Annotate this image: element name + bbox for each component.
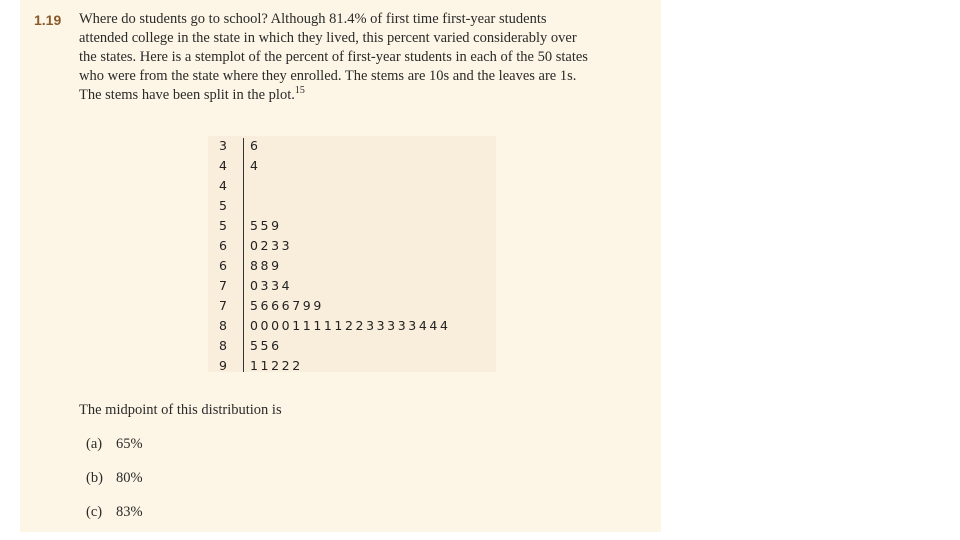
stemplot-row [208, 336, 496, 356]
stem-value: 6 [219, 258, 227, 273]
problem-line: who were from the state where they enrolled. The stems are 10s and the leaves are 1s. [79, 68, 577, 84]
stemplot-row [208, 156, 496, 176]
option-value: 65% [116, 436, 143, 452]
stem-value: 7 [219, 278, 227, 293]
stem-value: 9 [219, 358, 227, 373]
footnote-marker: 15 [294, 85, 305, 97]
question-text: The midpoint of this distribution is [79, 402, 282, 418]
problem-line: attended college in the state in which they lived, this percent varied considerably over [79, 30, 577, 46]
stemplot-row [208, 256, 496, 276]
leaf-values: 6 [250, 138, 261, 153]
leaf-values: 11222 [250, 358, 303, 373]
leaf-values: 889 [250, 258, 282, 273]
stem-value: 4 [219, 158, 227, 173]
stem-value: 7 [219, 298, 227, 313]
problem-line-last [79, 86, 649, 105]
option-c [86, 504, 143, 521]
stemplot-row [208, 176, 496, 196]
stemplot-row [208, 356, 496, 376]
stem-value: 4 [219, 178, 227, 193]
stemplot-row [208, 196, 496, 216]
problem-line: The stems have been split in the plot. [79, 87, 295, 103]
stemplot-row [208, 276, 496, 296]
stemplot-row [208, 136, 496, 156]
option-letter: (b) [86, 470, 103, 486]
option-value: 80% [116, 470, 143, 486]
leaf-values: 0000111112233333444 [250, 318, 451, 333]
option-a [86, 436, 143, 453]
problem-number: 1.19 [34, 12, 62, 28]
stemplot-row [208, 216, 496, 236]
problem-line: Where do students go to school? Although 81.4% of first time first-year students [79, 11, 547, 27]
problem-line: the states. Here is a stemplot of the percent of first-year students in each of the 50 states [79, 49, 588, 65]
leaf-values: 0233 [250, 238, 293, 253]
stemplot-row [208, 236, 496, 256]
stem-value: 8 [219, 318, 227, 333]
textbook-page [20, 0, 661, 532]
stemplot-row [208, 316, 496, 336]
option-b [86, 470, 143, 487]
option-letter: (a) [86, 436, 103, 452]
stem-value: 3 [219, 138, 227, 153]
stem-value: 5 [219, 198, 227, 213]
leaf-values: 556 [250, 338, 282, 353]
stem-value: 6 [219, 238, 227, 253]
option-value: 83% [116, 504, 143, 520]
stemplot [208, 136, 496, 372]
leaf-values: 4 [250, 158, 261, 173]
stem-value: 8 [219, 338, 227, 353]
problem-statement [79, 10, 649, 105]
leaf-values: 5666799 [250, 298, 324, 313]
stemplot-row [208, 296, 496, 316]
stem-value: 5 [219, 218, 227, 233]
leaf-values: 0334 [250, 278, 293, 293]
leaf-values: 559 [250, 218, 282, 233]
option-letter: (c) [86, 504, 103, 520]
